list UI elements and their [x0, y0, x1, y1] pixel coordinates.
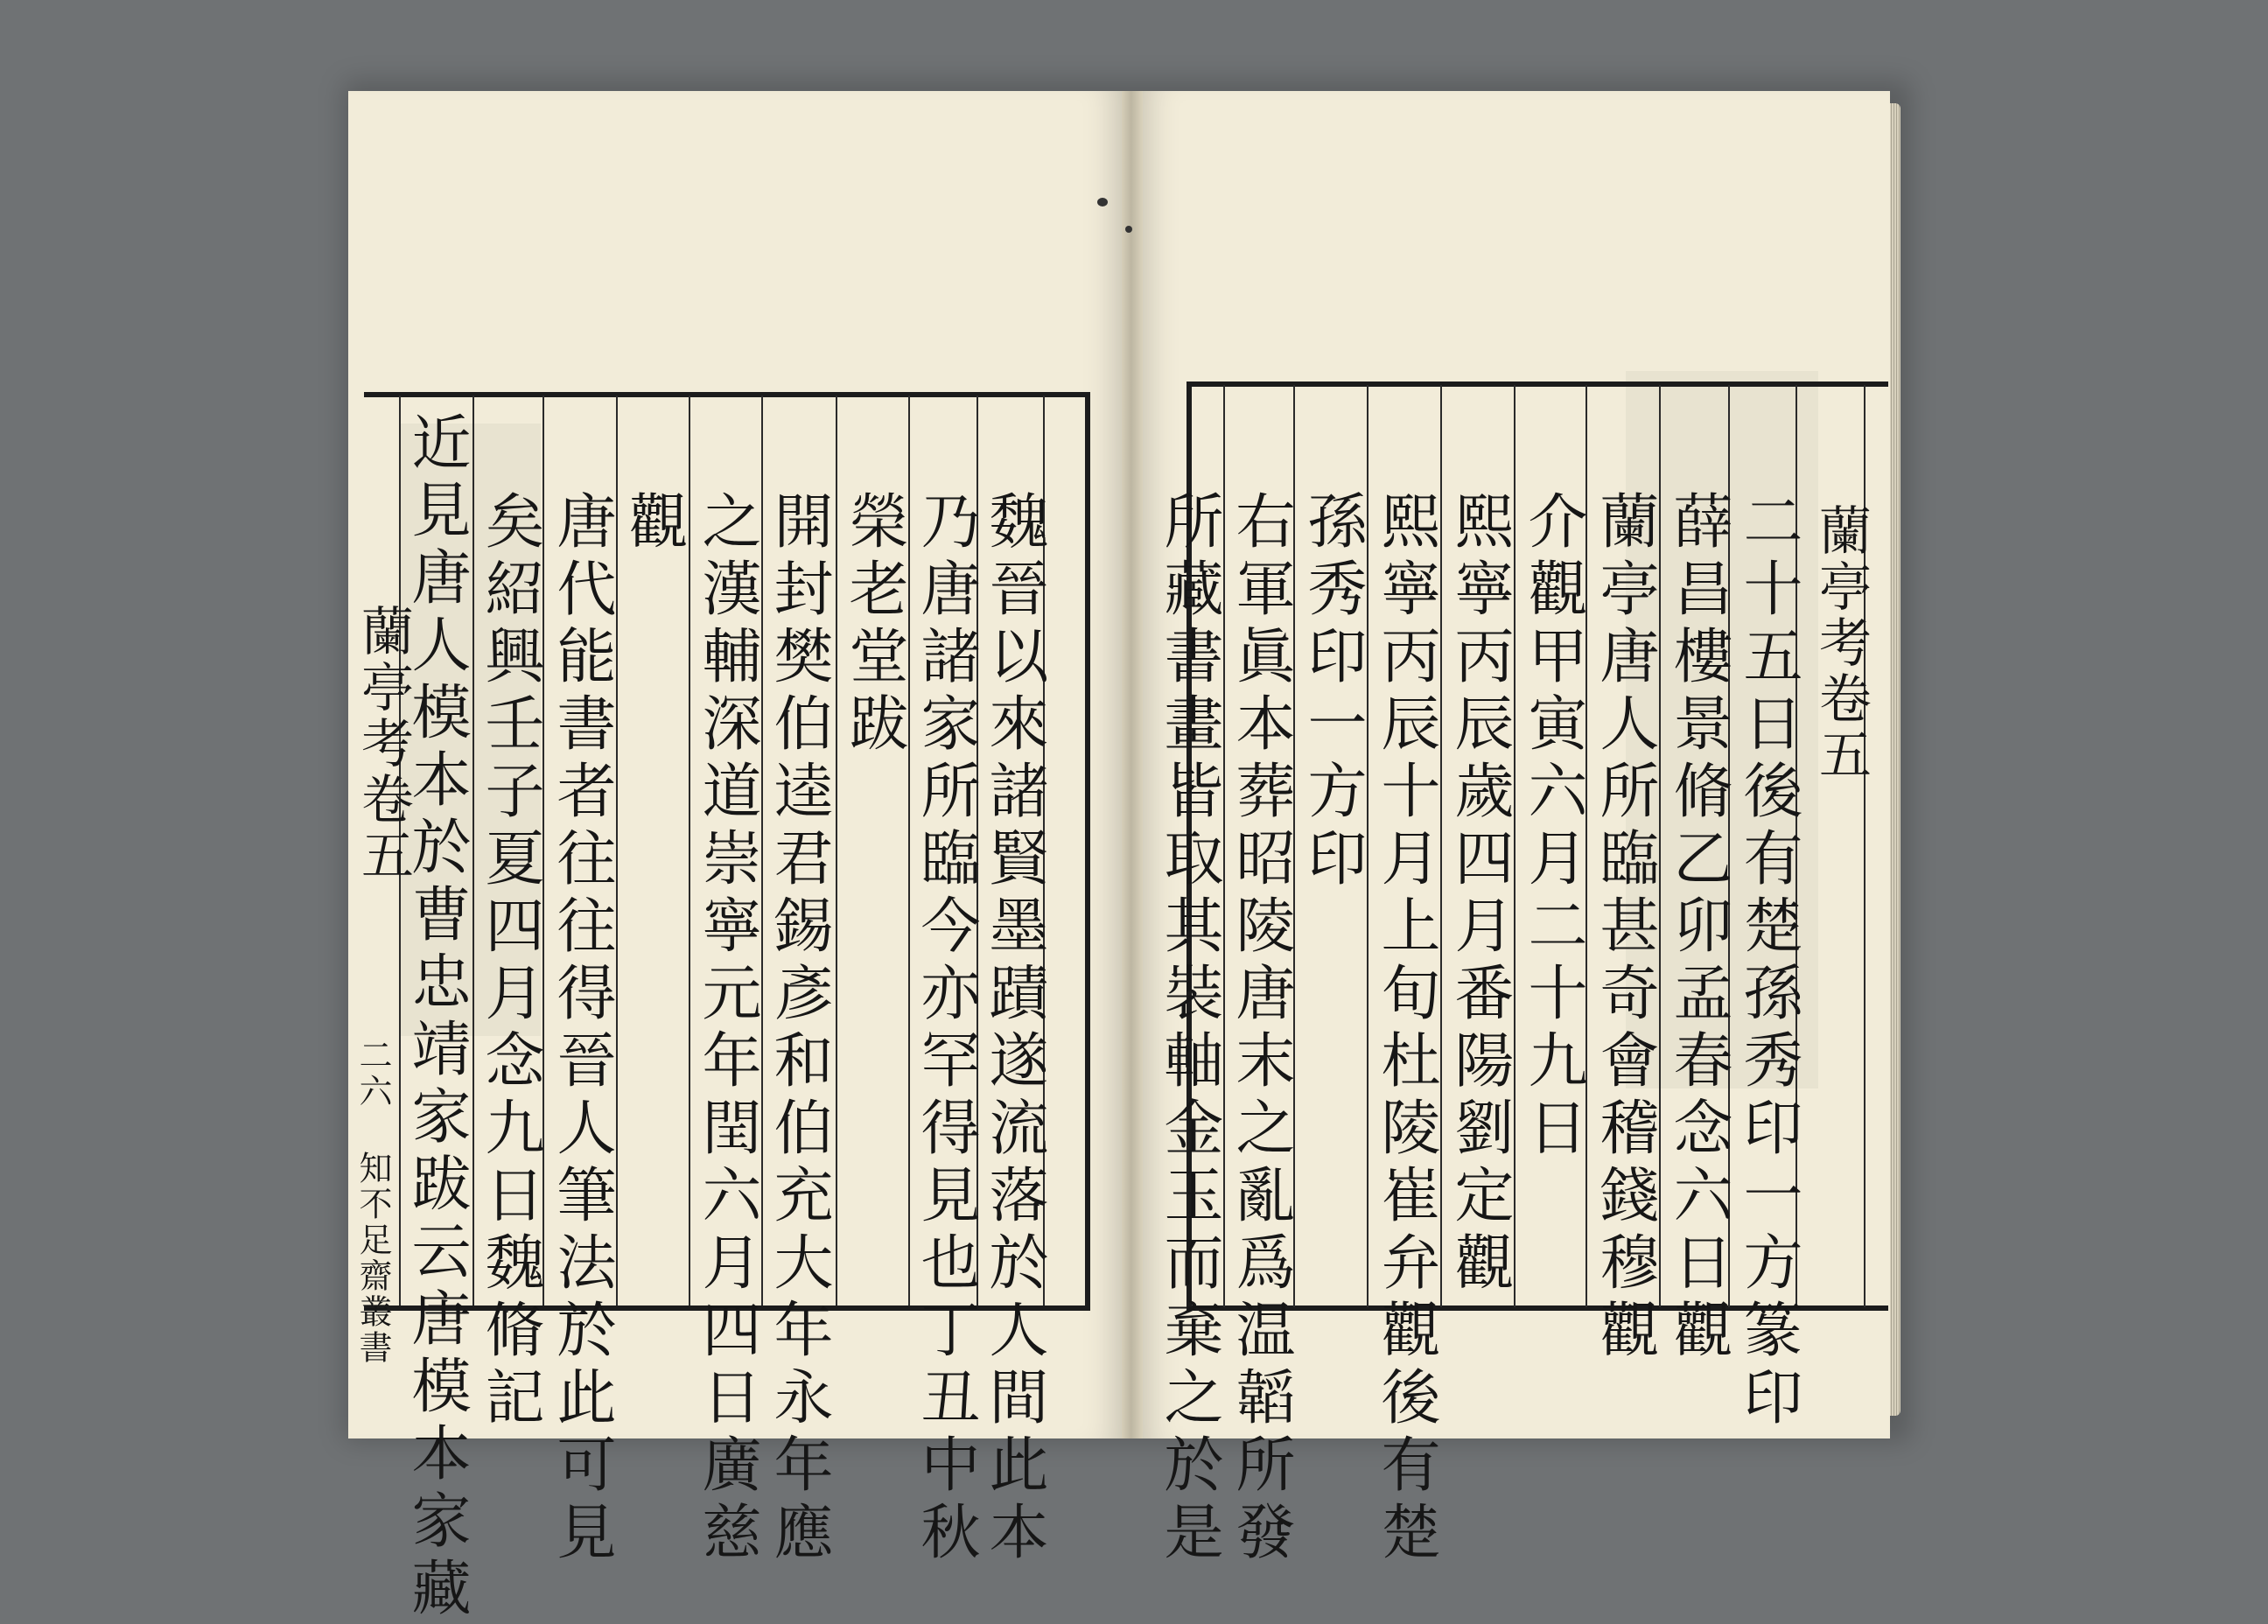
column-rule — [1659, 385, 1661, 1307]
text-column: 魏晉以來諸賢墨蹟遂流落於人間此本 — [979, 490, 1048, 1568]
text-column: 所藏書畫皆取其裝軸金玉而棄之於是 — [1154, 490, 1223, 1568]
binding-mark — [1097, 198, 1108, 206]
text-column: 觀 — [619, 490, 688, 557]
text-column: 熙寧丙辰歲四月番陽劉定觀 — [1445, 490, 1514, 1298]
text-column: 熙寧丙辰十月上旬杜陵崔弁觀後有楚 — [1371, 490, 1440, 1568]
text-column: 之漢輔深道崇寧元年閏六月四日廣慈 — [692, 490, 761, 1568]
column-rule — [836, 396, 837, 1306]
margin-footer: 二六 知不足齋叢書 — [354, 1038, 392, 1366]
text-column: 薛昌樓景脩乙卯孟春念六日觀 — [1663, 490, 1732, 1366]
text-column: 唐代能書者往往得晉人筆法於此可見 — [547, 490, 616, 1568]
column-rule — [1440, 385, 1442, 1307]
column-rule — [689, 396, 690, 1306]
text-column: 開封樊伯逵君錫彥和伯充大年永年應 — [764, 490, 833, 1568]
column-rule — [1514, 385, 1516, 1307]
text-column: 右軍眞本葬昭陵唐末之亂爲温韜所發 — [1226, 490, 1295, 1568]
text-column: 矣紹興壬子夏四月念九日魏脩記 — [475, 490, 544, 1433]
binding-mark — [1125, 226, 1132, 233]
book-gutter — [1122, 91, 1143, 1438]
text-column: 蘭亭唐人所臨甚奇會稽錢穆觀 — [1590, 490, 1659, 1366]
text-column: 介觀甲寅六月二十九日 — [1518, 490, 1587, 1164]
margin-title: 蘭亭考卷五 — [1810, 503, 1872, 783]
text-column: 近見唐人模本於曹忠靖家跋云唐模本家藏 — [402, 411, 471, 1624]
text-column: 榮老堂跋 — [839, 490, 908, 760]
column-rule — [1367, 385, 1368, 1307]
text-column: 乃唐諸家所臨今亦罕得見也丁丑中秋 — [911, 490, 980, 1568]
text-column: 孫秀印一方印 — [1298, 490, 1367, 894]
text-column: 二十五日後有楚孫秀印一方篆印 — [1733, 490, 1802, 1433]
margin-title: 蘭亭考卷五 — [353, 604, 414, 884]
